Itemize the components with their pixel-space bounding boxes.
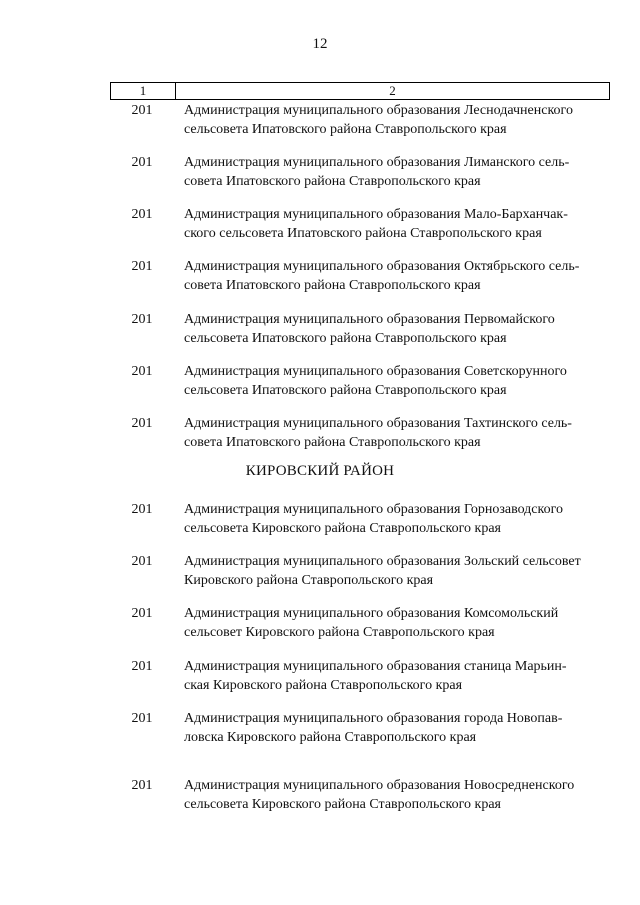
row-text bbox=[184, 153, 604, 191]
table-header bbox=[110, 82, 610, 100]
row-text-line: сельсовет Кировского района Ставропольского края bbox=[184, 625, 495, 640]
row-text bbox=[184, 552, 604, 590]
row-text-line: Администрация муниципального образования Леснодачненского bbox=[184, 103, 573, 118]
row-text bbox=[184, 101, 604, 139]
row-code: 201 bbox=[131, 659, 153, 674]
row-text-line: Администрация муниципального образования Тахтинского сель- bbox=[184, 416, 572, 431]
row-text-line: Администрация муниципального образования города Новопав- bbox=[184, 711, 563, 726]
row-code: 201 bbox=[131, 155, 153, 170]
row-text bbox=[184, 709, 604, 747]
row-text-line: Администрация муниципального образования Мало-Барханчак- bbox=[184, 207, 568, 222]
row-text-line: Администрация муниципального образования Октябрьского сель- bbox=[184, 259, 580, 274]
row-code: 201 bbox=[131, 606, 153, 621]
row-text-line: Администрация муниципального образования станица Марьин- bbox=[184, 659, 567, 674]
table-header-col1: 1 bbox=[111, 83, 176, 99]
row-text-line: Администрация муниципального образования Первомайского bbox=[184, 312, 555, 327]
row-text-line: Администрация муниципального образования Советскорунного bbox=[184, 364, 567, 379]
row-code: 201 bbox=[131, 364, 153, 379]
row-text-line: сельсовета Кировского района Ставропольского края bbox=[184, 797, 501, 812]
row-code: 201 bbox=[131, 259, 153, 274]
row-text-line: совета Ипатовского района Ставропольского края bbox=[184, 278, 481, 293]
row-code: 201 bbox=[131, 554, 153, 569]
row-text bbox=[184, 414, 604, 452]
row-text-line: Администрация муниципального образования Лиманского сель- bbox=[184, 155, 570, 170]
row-text-line: Администрация муниципального образования Горнозаводского bbox=[184, 502, 564, 517]
row-text-line: Администрация муниципального образования Комсомольский bbox=[184, 606, 559, 621]
row-text bbox=[184, 776, 604, 814]
section-title: КИРОВСКИЙ РАЙОН bbox=[245, 463, 395, 479]
row-text-line: Администрация муниципального образования Новосредненского bbox=[184, 778, 575, 793]
row-code: 201 bbox=[131, 103, 153, 118]
row-text-line: сельсовета Кировского района Ставропольского края bbox=[184, 521, 501, 536]
row-text bbox=[184, 310, 604, 348]
row-code: 201 bbox=[131, 502, 153, 517]
row-text bbox=[184, 500, 604, 538]
row-text-line: совета Ипатовского района Ставропольского края bbox=[184, 174, 481, 189]
row-text-line: сельсовета Ипатовского района Ставропольского края bbox=[184, 383, 507, 398]
row-code: 201 bbox=[131, 312, 153, 327]
row-code: 201 bbox=[131, 416, 153, 431]
row-text-line: Кировского района Ставропольского края bbox=[184, 573, 434, 588]
row-text bbox=[184, 205, 604, 243]
table-header-col2: 2 bbox=[389, 83, 396, 98]
row-text-line: Администрация муниципального образования Зольский сельсовет bbox=[184, 554, 581, 569]
row-code: 201 bbox=[131, 207, 153, 222]
row-text bbox=[184, 657, 604, 695]
row-text bbox=[184, 362, 604, 400]
page-number: 12 bbox=[312, 36, 328, 52]
row-text-line: сельсовета Ипатовского района Ставропольского края bbox=[184, 331, 507, 346]
row-text-line: сельсовета Ипатовского района Ставропольского края bbox=[184, 122, 507, 137]
row-code: 201 bbox=[131, 778, 153, 793]
row-text-line: ского сельсовета Ипатовского района Ставропольского края bbox=[184, 226, 542, 241]
row-text-line: ловска Кировского района Ставропольского края bbox=[184, 730, 477, 745]
row-text-line: совета Ипатовского района Ставропольского края bbox=[184, 435, 481, 450]
row-code: 201 bbox=[131, 711, 153, 726]
row-text bbox=[184, 257, 604, 295]
row-text bbox=[184, 604, 604, 642]
row-text-line: ская Кировского района Ставропольского края bbox=[184, 678, 463, 693]
